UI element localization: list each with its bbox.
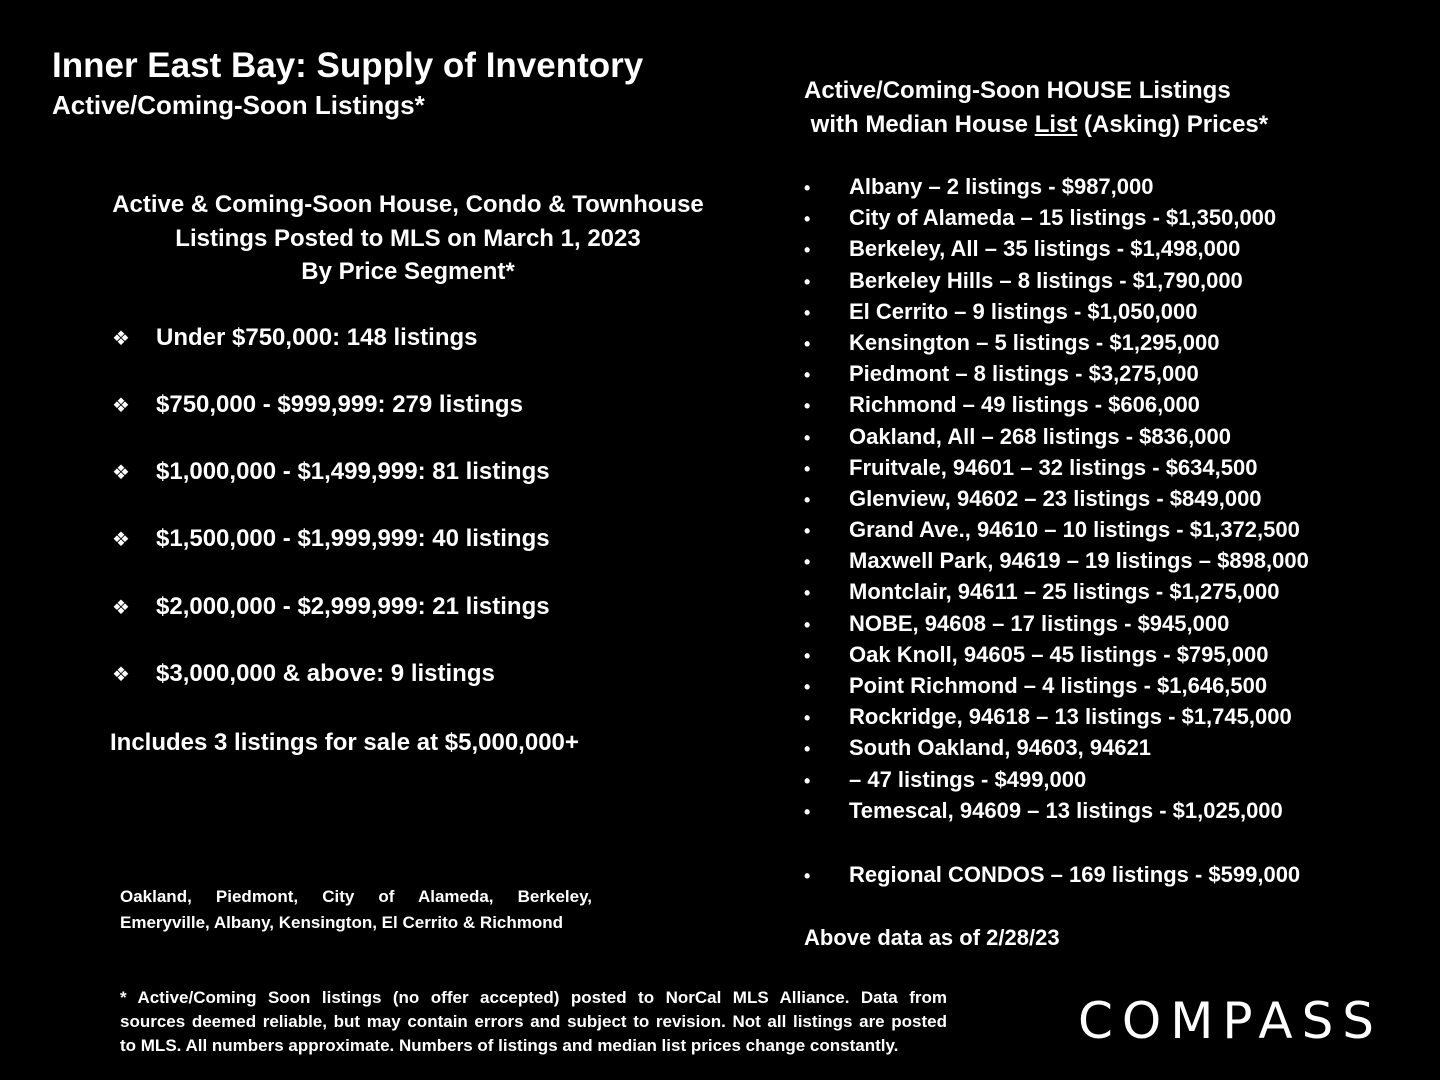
list-item <box>804 452 1309 483</box>
disclaimer-footnote <box>120 986 947 1058</box>
list-item <box>804 795 1309 826</box>
bullet-icon: • <box>804 521 811 542</box>
bullet-icon: • <box>804 365 811 386</box>
bullet-icon: • <box>804 866 811 886</box>
includes-note: Includes 3 listings for sale at $5,000,000+ <box>110 729 579 756</box>
price-segment-item <box>112 457 550 488</box>
list-item-text: Maxwell Park, 94619 – 19 listings – $898,000 <box>849 548 1309 574</box>
heading-text: with Median House <box>810 111 1029 138</box>
bullet-icon: • <box>804 209 811 230</box>
house-listings-heading <box>804 74 1268 142</box>
area-note <box>120 884 592 936</box>
list-item-text: NOBE, 94608 – 17 listings - $945,000 <box>849 610 1230 636</box>
data-date-note: Above data as of 2/28/23 <box>804 925 1060 950</box>
list-item-text: Temescal, 94609 – 13 listings - $1,025,000 <box>849 797 1283 823</box>
bullet-icon: • <box>804 240 811 261</box>
diamond-bullet-icon: ❖ <box>112 529 130 551</box>
price-segment-text: $750,000 - $999,999: 279 listings <box>156 391 523 418</box>
price-segment-heading-line: Active & Coming-Soon House, Condo & Townhouse <box>112 191 704 218</box>
list-item <box>804 514 1309 545</box>
page-subtitle: Active/Coming-Soon Listings* <box>52 90 425 120</box>
list-item-text: Fruitvale, 94601 – 32 listings - $634,500 <box>849 454 1258 480</box>
list-item <box>804 732 1309 763</box>
bullet-icon: • <box>804 677 811 697</box>
list-item <box>804 483 1309 514</box>
house-listings-list <box>804 171 1309 826</box>
area-note-line: Oakland, Piedmont, City of Alameda, Berkeley, <box>120 887 592 906</box>
bullet-icon: • <box>804 708 811 729</box>
list-item <box>804 327 1309 358</box>
list-item <box>804 202 1309 233</box>
list-item <box>804 545 1309 576</box>
list-item-text: Rockridge, 94618 – 13 listings - $1,745,000 <box>849 704 1292 730</box>
bullet-icon: • <box>804 770 811 791</box>
compass-logo: COMPASS <box>1078 992 1384 1050</box>
diamond-bullet-icon: ❖ <box>112 462 130 484</box>
list-item-text: Montclair, 94611 – 25 listings - $1,275,000 <box>849 579 1280 605</box>
price-segment-item <box>112 592 550 623</box>
list-item-text: Richmond – 49 listings - $606,000 <box>849 392 1200 418</box>
list-item <box>804 701 1309 732</box>
list-item <box>804 389 1309 420</box>
list-item-text: South Oakland, 94603, 94621 <box>849 735 1152 761</box>
disclaimer-line: to MLS. All numbers approximate. Numbers of listings and median list prices change constantly. <box>120 1036 899 1055</box>
bullet-icon: • <box>804 489 811 510</box>
list-item-text: Glenview, 94602 – 23 listings - $849,000 <box>849 485 1262 511</box>
list-item <box>804 296 1309 327</box>
list-item-text: Albany – 2 listings - $987,000 <box>849 174 1154 199</box>
bullet-icon: • <box>804 396 811 417</box>
price-segment-text: $2,000,000 - $2,999,999: 21 listings <box>156 593 550 620</box>
price-segment-heading-line: By Price Segment* <box>301 258 515 285</box>
price-segment-heading-line: Listings Posted to MLS on March 1, 2023 <box>175 224 641 252</box>
list-item <box>804 233 1309 264</box>
list-item <box>804 608 1309 639</box>
bullet-icon: • <box>804 427 811 448</box>
list-item <box>804 639 1309 670</box>
list-item <box>804 265 1309 296</box>
bullet-icon: • <box>804 645 811 666</box>
house-listings-heading-line: Active/Coming-Soon HOUSE Listings <box>804 77 1231 104</box>
list-item <box>804 171 1309 202</box>
list-item-text: Berkeley, All – 35 listings - $1,498,000 <box>849 236 1241 262</box>
bullet-icon: • <box>804 739 811 760</box>
price-segment-text: $3,000,000 & above: 9 listings <box>156 660 495 687</box>
list-item-text: Oakland, All – 268 listings - $836,000 <box>849 423 1231 449</box>
bullet-icon: • <box>804 178 811 198</box>
list-item-text: City of Alameda – 15 listings - $1,350,000 <box>849 205 1277 231</box>
condo-listing-item <box>804 859 1300 892</box>
price-segment-item <box>112 390 523 421</box>
list-item-text: Grand Ave., 94610 – 10 listings - $1,372,500 <box>849 517 1300 543</box>
list-item-text: Piedmont – 8 listings - $3,275,000 <box>849 361 1199 387</box>
list-item-text: Point Richmond – 4 listings - $1,646,500 <box>849 673 1268 698</box>
bullet-icon: • <box>804 458 811 479</box>
condo-listing-text: Regional CONDOS – 169 listings - $599,000 <box>849 862 1301 887</box>
list-item <box>804 358 1309 389</box>
price-segment-item <box>112 659 495 690</box>
heading-underlined-word: List <box>1034 111 1078 138</box>
bullet-icon: • <box>804 302 811 323</box>
list-item-text: El Cerrito – 9 listings - $1,050,000 <box>849 298 1198 324</box>
list-item <box>804 576 1309 607</box>
heading-text: (Asking) Prices* <box>1084 111 1269 138</box>
house-listings-heading-line <box>804 108 1268 142</box>
price-segment-text: Under $750,000: 148 listings <box>156 324 478 351</box>
area-note-line: Emeryville, Albany, Kensington, El Cerrito & Richmond <box>120 913 564 932</box>
disclaimer-line: * Active/Coming Soon listings (no offer accepted) posted to NorCal MLS Alliance. Data from <box>120 988 947 1007</box>
bullet-icon: • <box>804 271 811 292</box>
page-title: Inner East Bay: Supply of Inventory <box>52 46 644 85</box>
disclaimer-line: sources deemed reliable, but may contain errors and subject to revision. Not all listings are posted <box>120 1012 947 1031</box>
list-item-text: Berkeley Hills – 8 listings - $1,790,000 <box>849 267 1243 293</box>
price-segment-text: $1,000,000 - $1,499,999: 81 listings <box>156 458 550 485</box>
price-segment-item <box>112 524 550 555</box>
bullet-icon: • <box>804 583 811 604</box>
diamond-bullet-icon: ❖ <box>112 597 130 619</box>
price-segment-text: $1,500,000 - $1,999,999: 40 listings <box>156 525 550 552</box>
bullet-icon: • <box>804 552 811 573</box>
bullet-icon: • <box>804 333 811 354</box>
list-item-text: Kensington – 5 listings - $1,295,000 <box>849 329 1220 355</box>
price-segment-heading <box>80 188 736 289</box>
diamond-bullet-icon: ❖ <box>112 328 130 350</box>
bullet-icon: • <box>804 614 811 635</box>
list-item <box>804 670 1309 701</box>
diamond-bullet-icon: ❖ <box>112 664 130 686</box>
list-item-text: Oak Knoll, 94605 – 45 listings - $795,000 <box>849 641 1269 667</box>
list-item <box>804 764 1309 795</box>
price-segment-item <box>112 323 478 354</box>
list-item-text: – 47 listings - $499,000 <box>849 766 1087 792</box>
bullet-icon: • <box>804 801 811 822</box>
list-item <box>804 421 1309 452</box>
diamond-bullet-icon: ❖ <box>112 395 130 417</box>
